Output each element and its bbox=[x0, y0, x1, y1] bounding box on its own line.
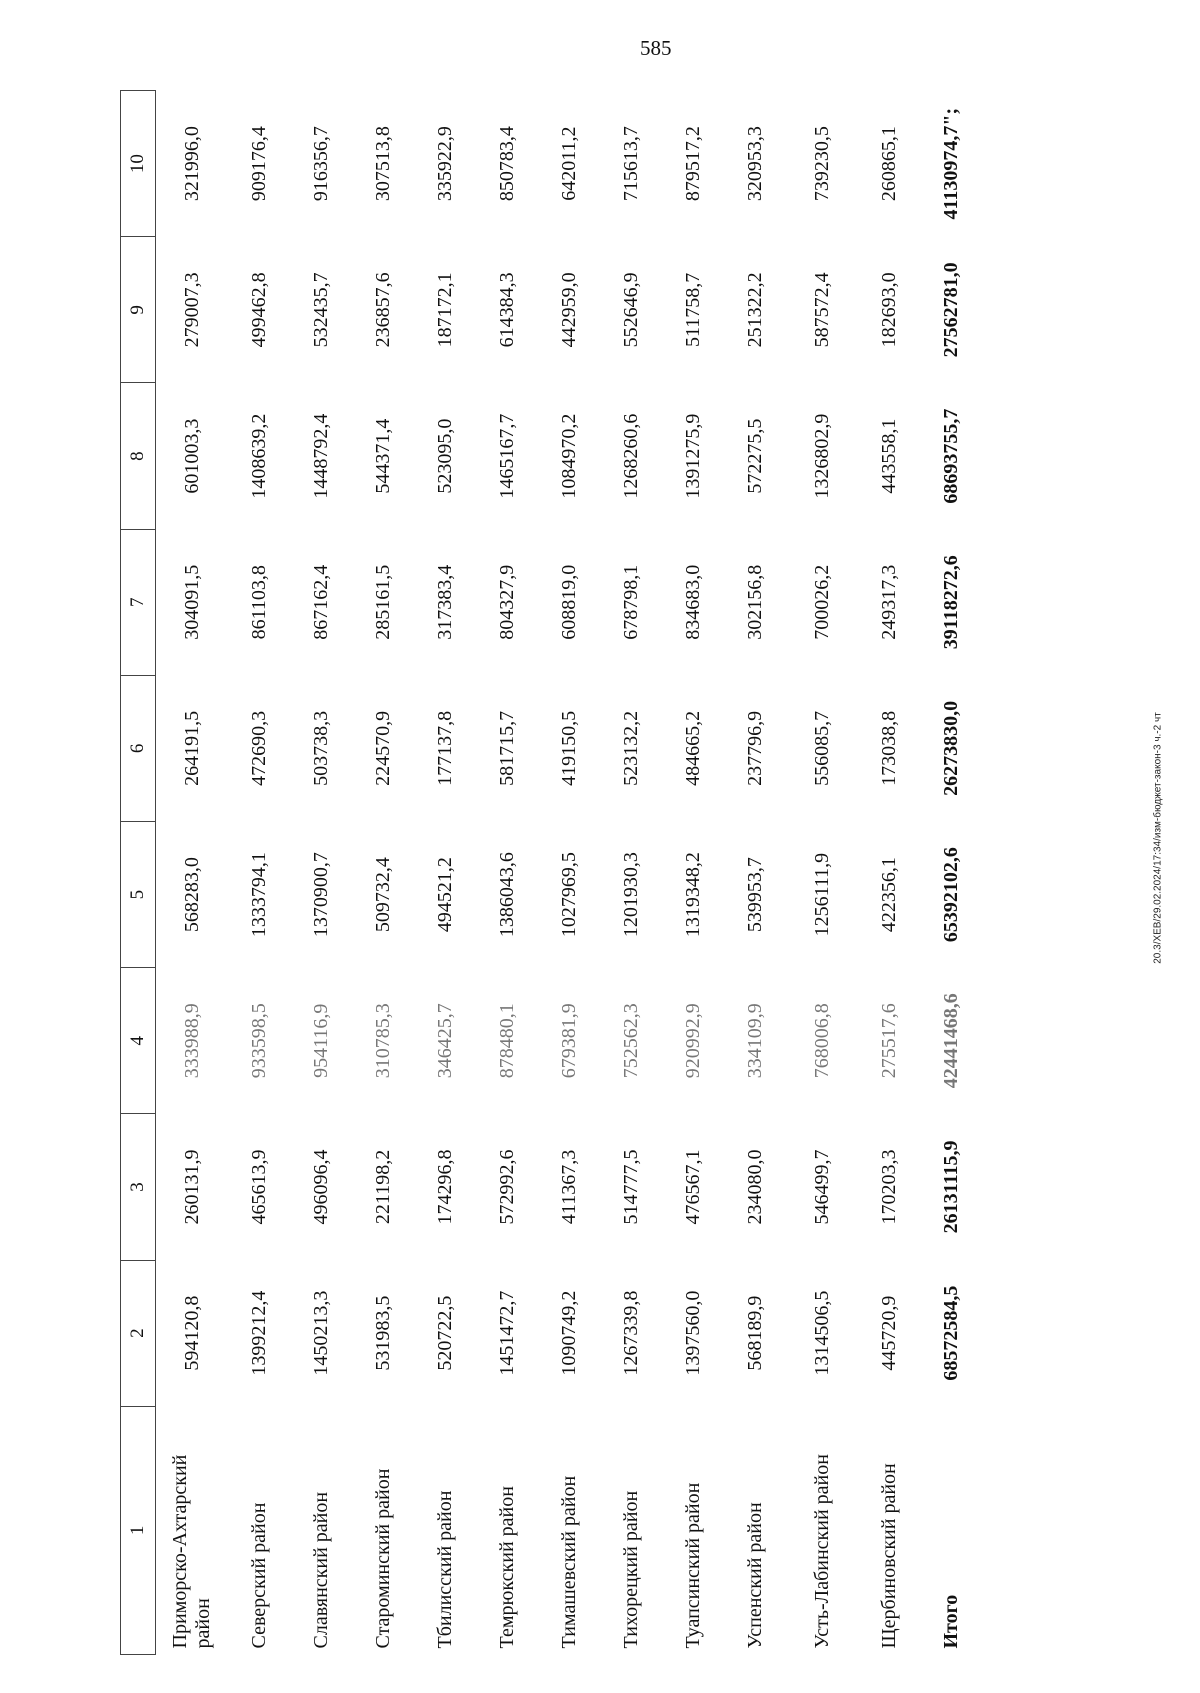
value-cell: 916356,7 bbox=[309, 126, 332, 202]
value-cell: 260131,9 bbox=[180, 1149, 203, 1225]
value-cell: 520722,5 bbox=[433, 1295, 456, 1371]
value-cell: 445720,9 bbox=[877, 1295, 900, 1371]
district-name: Тихорецкий район bbox=[619, 1490, 642, 1649]
value-cell: 472690,3 bbox=[247, 710, 270, 786]
table-row bbox=[228, 91, 290, 1655]
value-cell: 1319348,2 bbox=[681, 852, 704, 938]
value-cell: 804327,9 bbox=[495, 564, 518, 640]
value-cell: 174296,8 bbox=[433, 1149, 456, 1225]
district-name: Тбилисский район bbox=[433, 1490, 456, 1649]
value-cell: 1391275,9 bbox=[681, 413, 704, 499]
value-cell: 221198,2 bbox=[371, 1149, 394, 1225]
value-cell: 523132,2 bbox=[619, 710, 642, 786]
value-cell: 484665,2 bbox=[681, 710, 704, 786]
value-cell: 1465167,7 bbox=[495, 413, 518, 499]
table-row bbox=[858, 91, 920, 1655]
district-name: Тимашевский район bbox=[557, 1475, 580, 1649]
value-cell: 1090749,2 bbox=[557, 1290, 580, 1376]
district-name: Успенский район bbox=[743, 1502, 766, 1649]
value-cell: 572992,6 bbox=[495, 1149, 518, 1225]
value-cell: 476567,1 bbox=[681, 1149, 704, 1225]
value-cell: 678798,1 bbox=[619, 564, 642, 640]
value-cell: 1267339,8 bbox=[619, 1290, 642, 1376]
value-cell: 1397560,0 bbox=[681, 1290, 704, 1376]
column-header: 3 bbox=[121, 1114, 156, 1260]
table-row bbox=[476, 91, 538, 1655]
value-cell: 581715,7 bbox=[495, 710, 518, 786]
value-cell: 954116,9 bbox=[309, 1003, 332, 1078]
value-cell: 26131115,9 bbox=[939, 1140, 962, 1234]
district-name: Староминский район bbox=[371, 1468, 394, 1649]
value-cell: 260865,1 bbox=[877, 126, 900, 202]
value-cell: 68572584,5 bbox=[939, 1285, 962, 1381]
value-cell: 173038,8 bbox=[877, 710, 900, 786]
value-cell: 177137,8 bbox=[433, 710, 456, 786]
value-cell: 642011,2 bbox=[557, 126, 580, 201]
table-row bbox=[156, 91, 229, 1655]
value-cell: 509732,4 bbox=[371, 857, 394, 933]
district-name: Туапсинский район bbox=[681, 1482, 704, 1649]
value-cell: 237796,9 bbox=[743, 710, 766, 786]
district-name: Щербиновский район bbox=[877, 1463, 900, 1649]
value-cell: 1201930,3 bbox=[619, 852, 642, 938]
value-cell: 608819,0 bbox=[557, 564, 580, 640]
district-name: Славянский район bbox=[309, 1491, 332, 1649]
rotated-table-container bbox=[120, 90, 1080, 1655]
table-row bbox=[352, 91, 414, 1655]
value-cell: 546499,7 bbox=[810, 1149, 833, 1225]
value-cell: 768006,8 bbox=[810, 1003, 833, 1079]
total-row bbox=[920, 91, 982, 1655]
value-cell: 1268260,6 bbox=[619, 413, 642, 499]
column-header: 7 bbox=[121, 529, 156, 675]
column-header: 9 bbox=[121, 237, 156, 383]
page-number: 585 bbox=[640, 36, 672, 60]
value-cell: 275517,6 bbox=[877, 1003, 900, 1079]
value-cell: 42441468,6 bbox=[939, 993, 962, 1089]
value-cell: 834683,0 bbox=[681, 564, 704, 640]
value-cell: 187172,1 bbox=[433, 272, 456, 348]
value-cell: 249317,3 bbox=[877, 564, 900, 640]
value-cell: 568283,0 bbox=[180, 857, 203, 933]
district-name: Приморско-Ахтарский район bbox=[169, 1454, 214, 1649]
value-cell: 1370900,7 bbox=[309, 852, 332, 938]
value-cell: 41130974,7"; bbox=[939, 107, 962, 220]
value-cell: 511758,7 bbox=[681, 272, 704, 348]
value-cell: 27562781,0 bbox=[939, 262, 962, 358]
value-cell: 26273830,0 bbox=[939, 700, 962, 796]
value-cell: 302156,8 bbox=[743, 564, 766, 640]
value-cell: 861103,8 bbox=[247, 565, 270, 640]
value-cell: 442959,0 bbox=[557, 272, 580, 348]
value-cell: 523095,0 bbox=[433, 418, 456, 494]
value-cell: 1408639,2 bbox=[247, 413, 270, 499]
value-cell: 614384,3 bbox=[495, 272, 518, 348]
value-cell: 933598,5 bbox=[247, 1003, 270, 1079]
value-cell: 920992,9 bbox=[681, 1003, 704, 1079]
table-row bbox=[290, 91, 352, 1655]
table-row bbox=[600, 91, 662, 1655]
value-cell: 335922,9 bbox=[433, 126, 456, 202]
value-cell: 1448792,4 bbox=[309, 413, 332, 499]
value-cell: 850783,4 bbox=[495, 126, 518, 202]
value-cell: 419150,5 bbox=[557, 710, 580, 786]
value-cell: 499462,8 bbox=[247, 272, 270, 348]
value-cell: 307513,8 bbox=[371, 126, 394, 202]
value-cell: 878480,1 bbox=[495, 1003, 518, 1079]
value-cell: 334109,9 bbox=[743, 1003, 766, 1079]
header-row bbox=[121, 91, 156, 1655]
value-cell: 568189,9 bbox=[743, 1295, 766, 1371]
table-row bbox=[786, 91, 858, 1655]
value-cell: 909176,4 bbox=[247, 126, 270, 202]
value-cell: 346425,7 bbox=[433, 1003, 456, 1079]
footer-note: 20.3/ХЕВ/29.02.2024/17:34/изм-бюджет-закон-3 ч.-2 чт bbox=[1152, 712, 1164, 964]
value-cell: 65392102,6 bbox=[939, 847, 962, 943]
value-cell: 700026,2 bbox=[810, 564, 833, 640]
value-cell: 321996,0 bbox=[180, 126, 203, 202]
column-header: 2 bbox=[121, 1260, 156, 1406]
value-cell: 1450213,3 bbox=[309, 1290, 332, 1376]
value-cell: 503738,3 bbox=[309, 710, 332, 786]
value-cell: 1386043,6 bbox=[495, 852, 518, 938]
value-cell: 531983,5 bbox=[371, 1295, 394, 1371]
value-cell: 752562,3 bbox=[619, 1003, 642, 1079]
value-cell: 514777,5 bbox=[619, 1149, 642, 1225]
value-cell: 1314506,5 bbox=[810, 1290, 833, 1376]
column-header: 1 bbox=[121, 1406, 156, 1654]
value-cell: 494521,2 bbox=[433, 857, 456, 933]
value-cell: 1027969,5 bbox=[557, 852, 580, 938]
budget-table bbox=[120, 90, 982, 1655]
value-cell: 867162,4 bbox=[309, 564, 332, 640]
value-cell: 572275,5 bbox=[743, 418, 766, 494]
district-name: Усть-Лабинский район bbox=[810, 1454, 833, 1649]
value-cell: 182693,0 bbox=[877, 272, 900, 348]
value-cell: 236857,6 bbox=[371, 272, 394, 348]
value-cell: 879517,2 bbox=[681, 126, 704, 202]
table-row bbox=[724, 91, 786, 1655]
value-cell: 443558,1 bbox=[877, 418, 900, 494]
value-cell: 465613,9 bbox=[247, 1149, 270, 1225]
value-cell: 422356,1 bbox=[877, 857, 900, 933]
column-header: 10 bbox=[121, 91, 156, 237]
value-cell: 333988,9 bbox=[180, 1003, 203, 1079]
value-cell: 170203,3 bbox=[877, 1149, 900, 1225]
value-cell: 251322,2 bbox=[743, 272, 766, 348]
value-cell: 39118272,6 bbox=[939, 555, 962, 650]
value-cell: 1084970,2 bbox=[557, 413, 580, 499]
column-header: 8 bbox=[121, 383, 156, 529]
value-cell: 556085,7 bbox=[810, 710, 833, 786]
value-cell: 1326802,9 bbox=[810, 413, 833, 499]
table-row bbox=[662, 91, 724, 1655]
value-cell: 279007,3 bbox=[180, 272, 203, 348]
value-cell: 285161,5 bbox=[371, 564, 394, 640]
value-cell: 544371,4 bbox=[371, 418, 394, 494]
value-cell: 68693755,7 bbox=[939, 408, 962, 504]
value-cell: 594120,8 bbox=[180, 1295, 203, 1371]
column-header: 4 bbox=[121, 968, 156, 1114]
value-cell: 739230,5 bbox=[810, 126, 833, 202]
value-cell: 1256111,9 bbox=[810, 852, 833, 937]
value-cell: 264191,5 bbox=[180, 710, 203, 786]
district-name: Темрюкский район bbox=[495, 1486, 518, 1649]
district-name: Итого bbox=[939, 1594, 962, 1649]
district-name: Северский район bbox=[247, 1502, 270, 1649]
value-cell: 317383,4 bbox=[433, 564, 456, 640]
table-row bbox=[538, 91, 600, 1655]
value-cell: 679381,9 bbox=[557, 1003, 580, 1079]
value-cell: 304091,5 bbox=[180, 564, 203, 640]
value-cell: 234080,0 bbox=[743, 1149, 766, 1225]
value-cell: 320953,3 bbox=[743, 126, 766, 202]
value-cell: 1333794,1 bbox=[247, 852, 270, 938]
value-cell: 1451472,7 bbox=[495, 1290, 518, 1376]
value-cell: 587572,4 bbox=[810, 272, 833, 348]
table-row bbox=[414, 91, 476, 1655]
value-cell: 715613,7 bbox=[619, 126, 642, 202]
column-header: 5 bbox=[121, 822, 156, 968]
value-cell: 601003,3 bbox=[180, 418, 203, 494]
value-cell: 552646,9 bbox=[619, 272, 642, 348]
column-header: 6 bbox=[121, 675, 156, 821]
value-cell: 539953,7 bbox=[743, 857, 766, 933]
value-cell: 224570,9 bbox=[371, 710, 394, 786]
value-cell: 1399212,4 bbox=[247, 1290, 270, 1376]
value-cell: 310785,3 bbox=[371, 1003, 394, 1079]
value-cell: 411367,3 bbox=[557, 1149, 580, 1225]
value-cell: 496096,4 bbox=[309, 1149, 332, 1225]
value-cell: 532435,7 bbox=[309, 272, 332, 348]
